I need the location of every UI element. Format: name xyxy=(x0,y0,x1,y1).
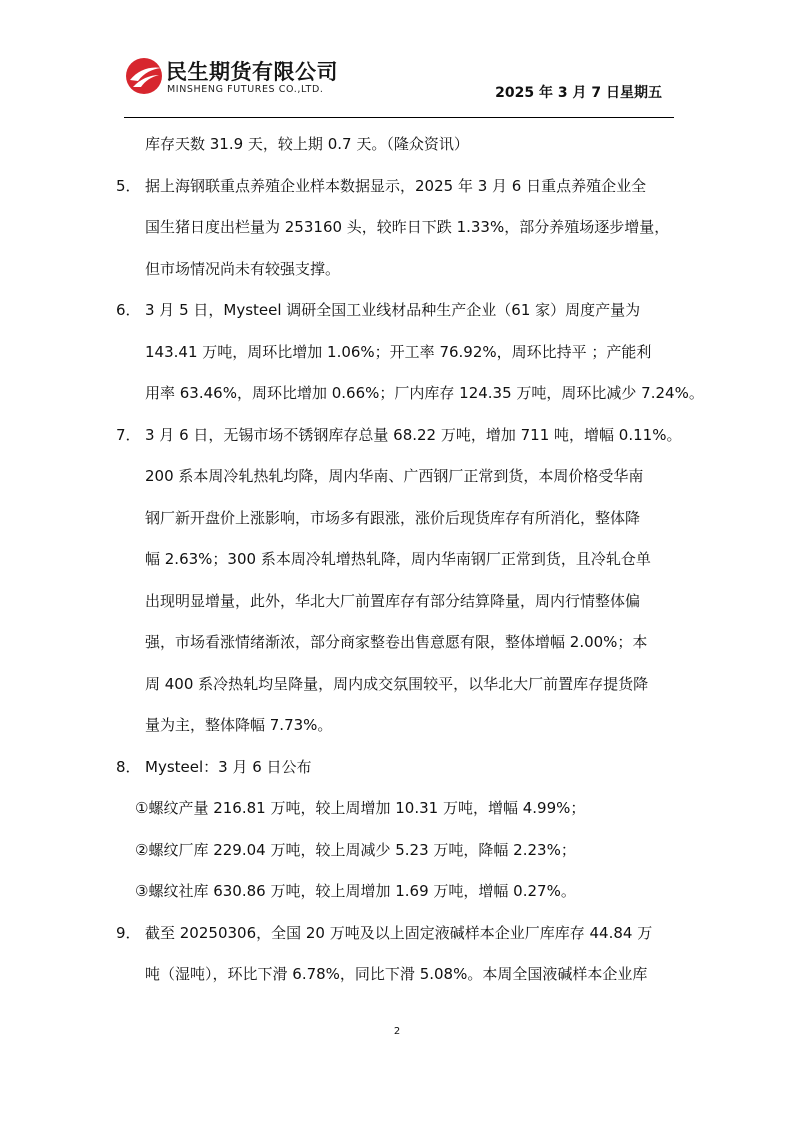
page-header xyxy=(124,52,674,120)
item-text-line: 用率 63.46%，周环比增加 0.66%；厂内库存 124.35 万吨，周环比减少 7.24%。 xyxy=(145,384,704,402)
item-text-line: 出现明显增量，此外，华北大厂前置库存有部分结算降量，周内行情整体偏 xyxy=(145,591,641,610)
item-text-line: 143.41 万吨，周环比增加 1.06%；开工率 76.92%，周环比持平 ；产能利 xyxy=(145,342,652,361)
item-4-continuation: 库存天数 31.9 天，较上期 0.7 天。（隆众资讯） xyxy=(145,135,469,153)
header-divider xyxy=(124,117,674,118)
item-text-line: 量为主，整体降幅 7.73%。 xyxy=(145,716,333,734)
item-text-line: 3 月 6 日，无锡市场不锈钢库存总量 68.22 万吨，增加 711 吨，增幅 0.11%。 xyxy=(145,425,682,444)
item-title: Mysteel：3 月 6 日公布 xyxy=(145,757,312,776)
rebar-social-stock-line: ③螺纹社库 630.86 万吨，较上周增加 1.69 万吨，增幅 0.27%。 xyxy=(135,882,576,900)
rebar-factory-stock-line: ②螺纹厂库 229.04 万吨，较上周减少 5.23 万吨，降幅 2.23%； xyxy=(135,840,576,859)
company-logo xyxy=(124,52,424,104)
news-item-9 xyxy=(116,913,682,996)
news-item-7 xyxy=(116,415,682,747)
item-text-line: 幅 2.63%；300 系本周冷轧增热轧降，周内华南钢厂正常到货，且冷轧仓单 xyxy=(145,550,651,568)
news-item-8 xyxy=(116,747,682,913)
item-number: 6． xyxy=(116,301,141,319)
item-text-line: 3 月 5 日，Mysteel 调研全国工业线材品种生产企业（61 家）周度产量为 xyxy=(145,301,641,319)
item-text-line: 钢厂新开盘价上涨影响，市场多有跟涨，涨价后现货库存有所消化，整体降 xyxy=(145,508,641,527)
item-text-line: 200 系本周冷轧热轧均降，周内华南、广西钢厂正常到货，本周价格受华南 xyxy=(145,467,644,485)
item-number: 5． xyxy=(116,176,141,195)
item-text-line: 据上海钢联重点养殖企业样本数据显示，2025 年 3 月 6 日重点养殖企业全 xyxy=(145,176,647,195)
item-number: 7． xyxy=(116,425,141,444)
item-text-line: 但市场情况尚未有较强支撑。 xyxy=(145,259,341,278)
item-text-line: 截至 20250306，全国 20 万吨及以上固定液碱样本企业厂库库存 44.84 万 xyxy=(145,923,653,942)
logo-english-name: MINSHENG FUTURES CO.,LTD. xyxy=(167,84,324,95)
report-body xyxy=(116,124,704,996)
item-number: 8． xyxy=(116,757,141,776)
news-item-5 xyxy=(116,166,682,291)
item-text-line: 国生猪日度出栏量为 253160 头，较昨日下跌 1.33%，部分养殖场逐步增量， xyxy=(145,218,670,236)
item-text-line: 强，市场看涨情绪渐浓，部分商家整卷出售意愿有限，整体增幅 2.00%；本 xyxy=(145,633,648,651)
item-text-line: 吨（湿吨），环比下滑 6.78%，同比下滑 5.08%。本周全国液碱样本企业库 xyxy=(145,965,648,983)
report-date: 2025 年 3 月 7 日星期五 xyxy=(495,85,662,101)
item-text-line: 周 400 系冷热轧均呈降量，周内成交氛围较平，以华北大厂前置库存提货降 xyxy=(145,674,649,693)
item-number: 9． xyxy=(116,923,141,942)
rebar-production-line: ①螺纹产量 216.81 万吨，较上周增加 10.31 万吨，增幅 4.99%； xyxy=(135,799,586,817)
page-number: 2 xyxy=(393,1026,401,1037)
news-item-6 xyxy=(116,290,704,415)
minsheng-logo-icon xyxy=(124,56,164,96)
logo-chinese-name: 民生期货有限公司 xyxy=(166,60,338,84)
